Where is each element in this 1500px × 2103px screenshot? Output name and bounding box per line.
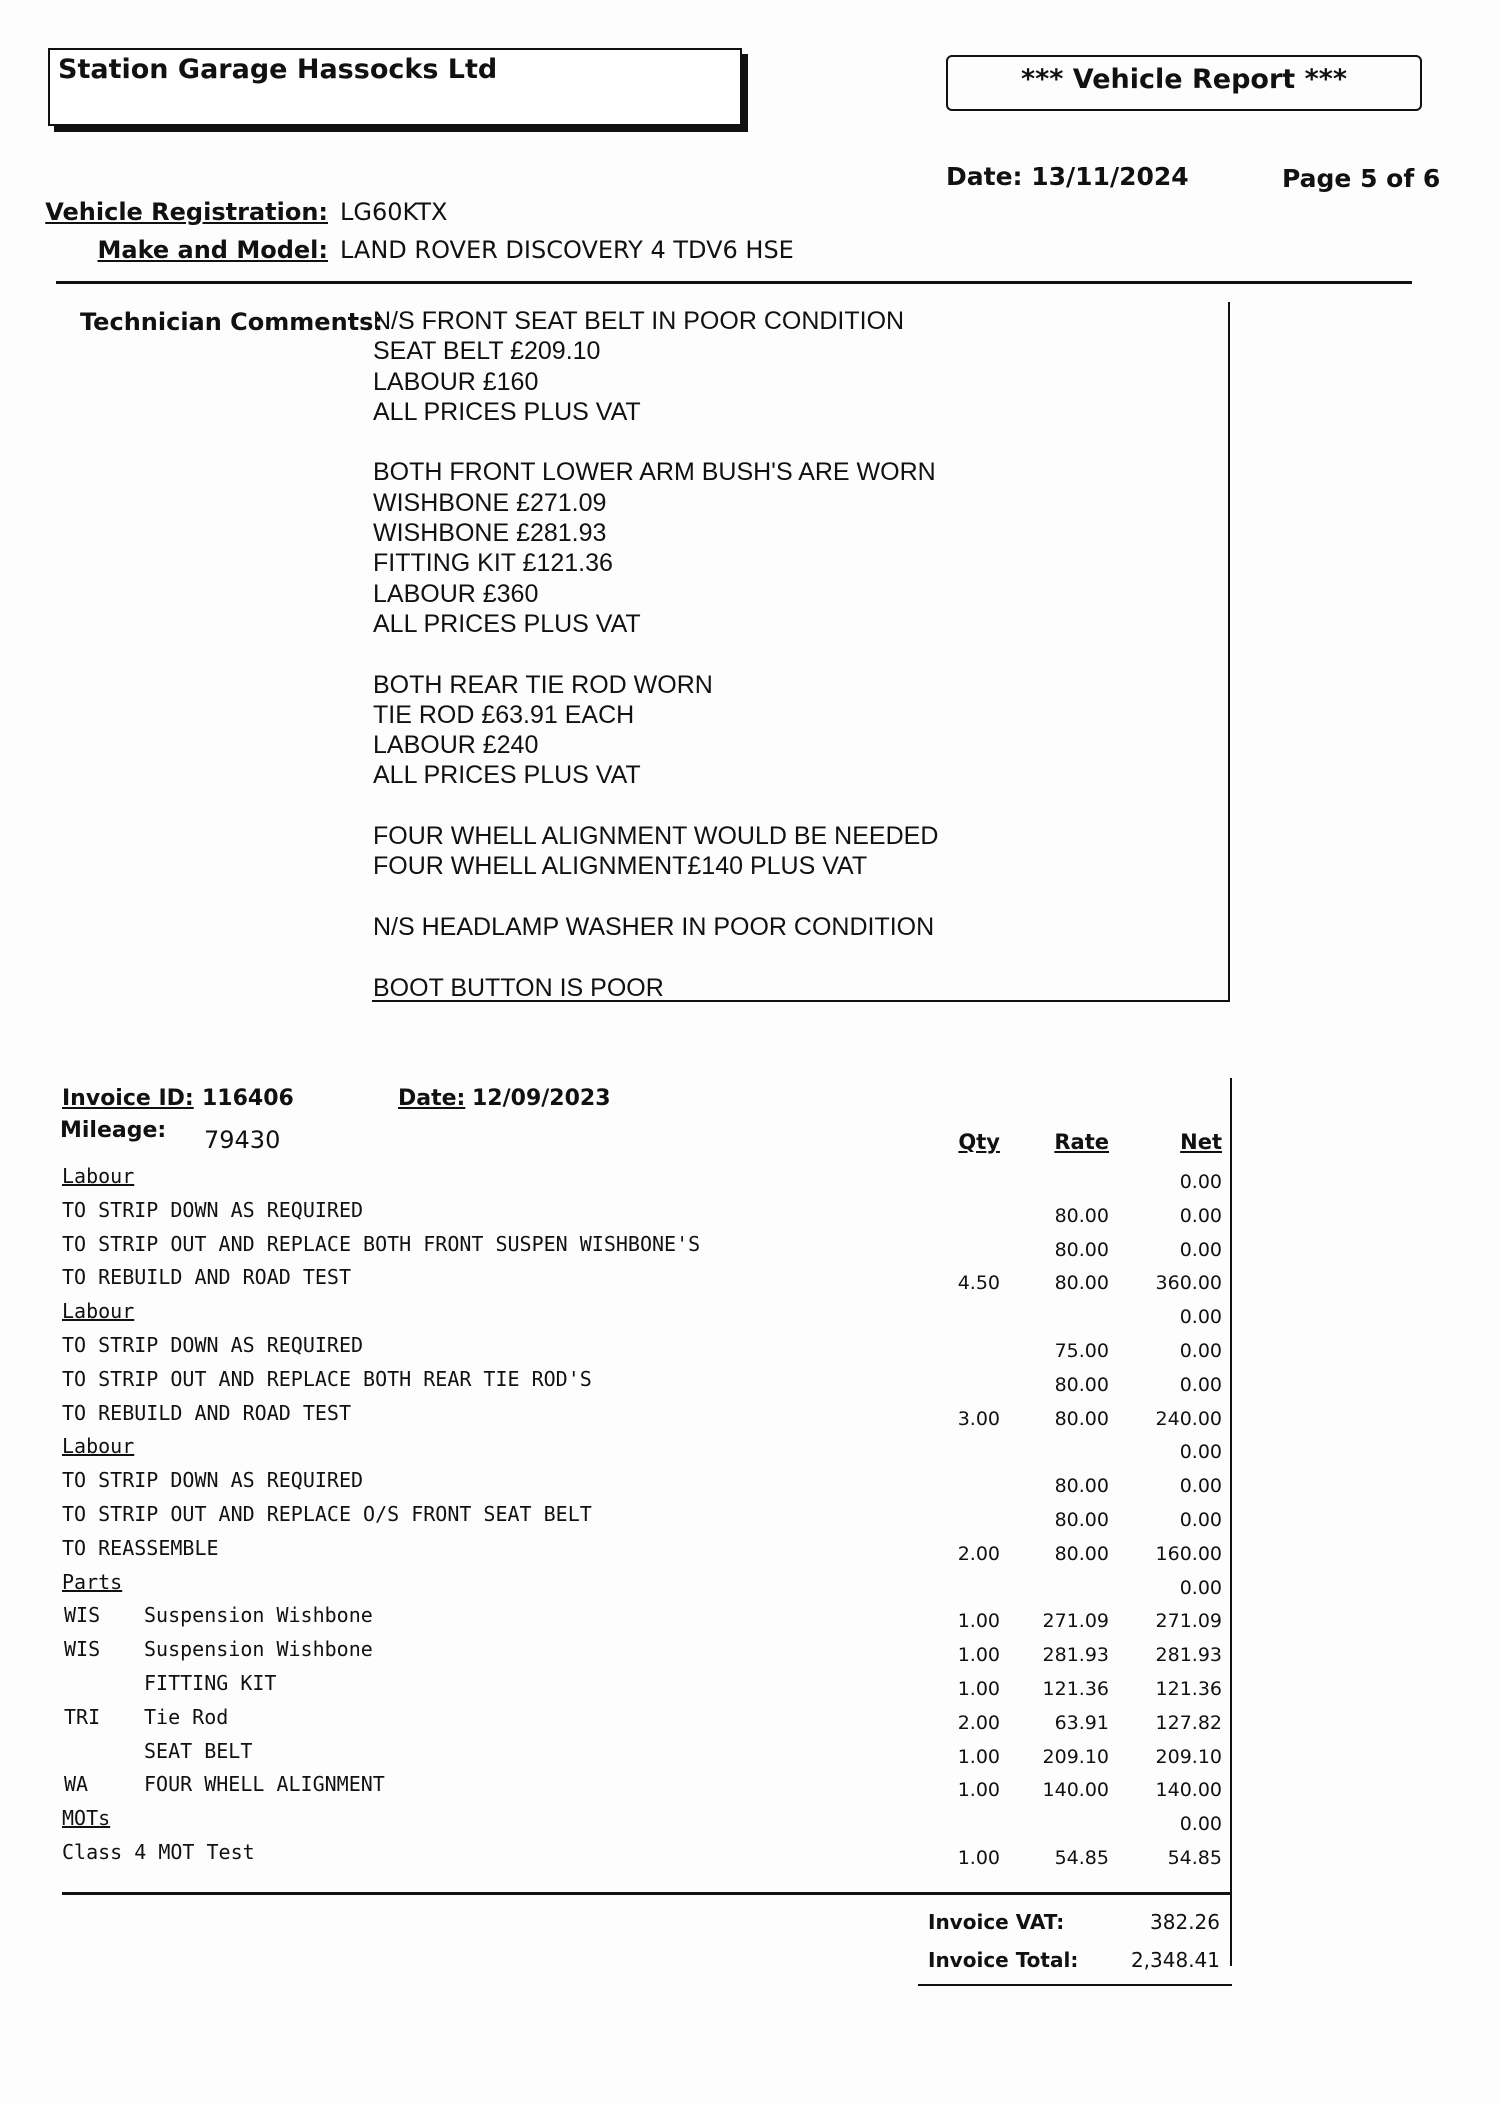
invoice-line — [0, 1265, 1500, 1299]
net-cell: 0.00 — [1179, 1577, 1222, 1599]
divider — [56, 281, 1412, 284]
part-code: WA — [64, 1772, 89, 1796]
net-cell: 271.09 — [1155, 1610, 1222, 1632]
section-heading: MOTs — [62, 1806, 111, 1830]
line-description: TO REASSEMBLE — [62, 1536, 219, 1560]
line-description: SEAT BELT — [144, 1739, 253, 1763]
invoice-line — [0, 1840, 1500, 1874]
qty-cell: 1.00 — [957, 1779, 1000, 1801]
rate-cell: 80.00 — [1054, 1374, 1109, 1396]
report-date: Date: 13/11/2024 — [946, 162, 1189, 191]
line-description: FOUR WHELL ALIGNMENT — [144, 1772, 385, 1796]
vehicle-registration: LG60KTX — [340, 198, 448, 226]
part-code: WIS — [64, 1637, 101, 1661]
qty-cell: 1.00 — [957, 1610, 1000, 1632]
net-cell: 0.00 — [1179, 1340, 1222, 1362]
comment-line: BOTH REAR TIE ROD WORN — [373, 670, 713, 699]
net-cell: 54.85 — [1167, 1847, 1222, 1869]
technician-comments — [373, 306, 938, 1003]
rate-cell: 80.00 — [1054, 1239, 1109, 1261]
line-description: TO STRIP OUT AND REPLACE O/S FRONT SEAT BELT — [62, 1502, 592, 1526]
rate-column-header: Rate — [1054, 1130, 1109, 1154]
net-cell: 0.00 — [1179, 1171, 1222, 1193]
net-cell: 0.00 — [1179, 1509, 1222, 1531]
invoice-line — [0, 1198, 1500, 1232]
vehicle-registration-label: Vehicle Registration: — [45, 198, 328, 226]
line-description: Suspension Wishbone — [144, 1637, 373, 1661]
comment-line: TIE ROD £63.91 EACH — [373, 700, 635, 729]
comment-line: FOUR WHELL ALIGNMENT£140 PLUS VAT — [373, 852, 868, 881]
invoice-line — [0, 1367, 1500, 1401]
report-title: *** Vehicle Report *** — [1021, 64, 1347, 95]
invoice-date-label: Date: — [398, 1086, 466, 1111]
comment-line: LABOUR £240 — [373, 731, 539, 760]
comment-line: FITTING KIT £121.36 — [373, 549, 613, 578]
rate-cell: 80.00 — [1054, 1543, 1109, 1565]
line-description: Tie Rod — [144, 1705, 229, 1729]
line-description: Suspension Wishbone — [144, 1603, 373, 1627]
qty-cell: 1.00 — [957, 1746, 1000, 1768]
comment-line — [373, 942, 938, 972]
part-code: TRI — [64, 1705, 101, 1729]
rate-cell: 80.00 — [1054, 1205, 1109, 1227]
invoice-line — [0, 1739, 1500, 1773]
invoice-line — [0, 1401, 1500, 1435]
invoice-vat-label: Invoice VAT: — [928, 1910, 1065, 1934]
invoice-line — [0, 1536, 1500, 1570]
rate-cell: 271.09 — [1042, 1610, 1109, 1632]
invoice-id-label: Invoice ID: — [62, 1086, 194, 1111]
qty-cell: 2.00 — [957, 1543, 1000, 1565]
comment-line: LABOUR £360 — [373, 579, 539, 608]
net-cell: 160.00 — [1155, 1543, 1222, 1565]
line-description: TO STRIP DOWN AS REQUIRED — [62, 1333, 364, 1357]
net-cell: 209.10 — [1155, 1746, 1222, 1768]
net-cell: 140.00 — [1155, 1779, 1222, 1801]
net-cell: 0.00 — [1179, 1441, 1222, 1463]
comment-line: ALL PRICES PLUS VAT — [373, 397, 641, 426]
line-description: TO STRIP DOWN AS REQUIRED — [62, 1468, 364, 1492]
invoice-line — [0, 1164, 1500, 1198]
line-description: TO STRIP OUT AND REPLACE BOTH FRONT SUSPEN WISHBONE'S — [62, 1232, 701, 1256]
comment-line: ALL PRICES PLUS VAT — [373, 609, 641, 638]
invoice-line — [0, 1468, 1500, 1502]
comment-line: FOUR WHELL ALIGNMENT WOULD BE NEEDED — [373, 822, 939, 851]
net-cell: 0.00 — [1179, 1813, 1222, 1835]
technician-comments-label: Technician Comments: — [80, 308, 384, 336]
qty-cell: 2.00 — [957, 1712, 1000, 1734]
invoice-line — [0, 1637, 1500, 1671]
net-cell: 121.36 — [1155, 1678, 1222, 1700]
invoice-line — [0, 1570, 1500, 1604]
qty-cell: 1.00 — [957, 1678, 1000, 1700]
invoice-id: 116406 — [202, 1086, 294, 1111]
rate-cell: 209.10 — [1042, 1746, 1109, 1768]
part-code: WIS — [64, 1603, 101, 1627]
qty-column-header: Qty — [958, 1130, 1000, 1154]
rate-cell: 80.00 — [1054, 1272, 1109, 1294]
net-cell: 0.00 — [1179, 1374, 1222, 1396]
section-heading: Labour — [62, 1299, 135, 1323]
rate-cell: 54.85 — [1054, 1847, 1109, 1869]
net-cell: 0.00 — [1179, 1205, 1222, 1227]
line-description: TO REBUILD AND ROAD TEST — [62, 1265, 351, 1289]
comment-line: BOOT BUTTON IS POOR — [373, 973, 664, 1002]
make-model-label: Make and Model: — [97, 236, 328, 264]
qty-cell: 4.50 — [957, 1272, 1000, 1294]
invoice-line — [0, 1806, 1500, 1840]
line-description: FITTING KIT — [144, 1671, 277, 1695]
comment-line — [373, 791, 938, 821]
rate-cell: 63.91 — [1054, 1712, 1109, 1734]
mileage-label: Mileage: — [60, 1118, 167, 1143]
invoice-line — [0, 1232, 1500, 1266]
invoice-divider — [62, 1892, 1232, 1895]
section-heading: Labour — [62, 1434, 135, 1458]
line-description: TO STRIP DOWN AS REQUIRED — [62, 1198, 364, 1222]
net-cell: 127.82 — [1155, 1712, 1222, 1734]
rate-cell: 140.00 — [1042, 1779, 1109, 1801]
mileage: 79430 — [204, 1126, 281, 1154]
rate-cell: 121.36 — [1042, 1678, 1109, 1700]
comment-line — [373, 882, 938, 912]
invoice-line — [0, 1671, 1500, 1705]
invoice-total-label: Invoice Total: — [928, 1948, 1079, 1972]
section-heading: Parts — [62, 1570, 123, 1594]
net-cell: 240.00 — [1155, 1408, 1222, 1430]
company-name: Station Garage Hassocks Ltd — [58, 54, 498, 85]
net-cell: 0.00 — [1179, 1475, 1222, 1497]
make-model: LAND ROVER DISCOVERY 4 TDV6 HSE — [340, 236, 794, 264]
net-cell: 0.00 — [1179, 1306, 1222, 1328]
invoice-line — [0, 1333, 1500, 1367]
invoice-vat: 382.26 — [1150, 1910, 1220, 1934]
invoice-date: 12/09/2023 — [472, 1086, 611, 1111]
comment-line: ALL PRICES PLUS VAT — [373, 761, 641, 790]
section-heading: Labour — [62, 1164, 135, 1188]
rate-cell: 80.00 — [1054, 1475, 1109, 1497]
invoice-line — [0, 1772, 1500, 1806]
comment-line: N/S HEADLAMP WASHER IN POOR CONDITION — [373, 912, 935, 941]
invoice-line — [0, 1434, 1500, 1468]
comment-line: BOTH FRONT LOWER ARM BUSH'S ARE WORN — [373, 458, 936, 487]
comment-line — [373, 427, 938, 457]
invoice-line — [0, 1603, 1500, 1637]
comment-line: SEAT BELT £209.10 — [373, 337, 601, 366]
line-description: Class 4 MOT Test — [62, 1840, 255, 1864]
qty-cell: 1.00 — [957, 1847, 1000, 1869]
invoice-line — [0, 1705, 1500, 1739]
rate-cell: 75.00 — [1054, 1340, 1109, 1362]
invoice-line — [0, 1299, 1500, 1333]
rate-cell: 80.00 — [1054, 1509, 1109, 1531]
page-number: Page 5 of 6 — [1282, 164, 1441, 193]
comment-line: LABOUR £160 — [373, 367, 539, 396]
comment-line — [373, 639, 938, 669]
net-column-header: Net — [1180, 1130, 1222, 1154]
comment-line: N/S FRONT SEAT BELT IN POOR CONDITION — [373, 307, 905, 335]
line-description: TO STRIP OUT AND REPLACE BOTH REAR TIE ROD'S — [62, 1367, 592, 1391]
rate-cell: 80.00 — [1054, 1408, 1109, 1430]
line-description: TO REBUILD AND ROAD TEST — [62, 1401, 351, 1425]
net-cell: 360.00 — [1155, 1272, 1222, 1294]
qty-cell: 1.00 — [957, 1644, 1000, 1666]
invoice-total: 2,348.41 — [1130, 1948, 1220, 1972]
rate-cell: 281.93 — [1042, 1644, 1109, 1666]
qty-cell: 3.00 — [957, 1408, 1000, 1430]
invoice-line — [0, 1502, 1500, 1536]
comment-line: WISHBONE £281.93 — [373, 519, 607, 548]
comment-line: WISHBONE £271.09 — [373, 488, 607, 517]
total-underline — [918, 1984, 1232, 1986]
net-cell: 0.00 — [1179, 1239, 1222, 1261]
net-cell: 281.93 — [1155, 1644, 1222, 1666]
